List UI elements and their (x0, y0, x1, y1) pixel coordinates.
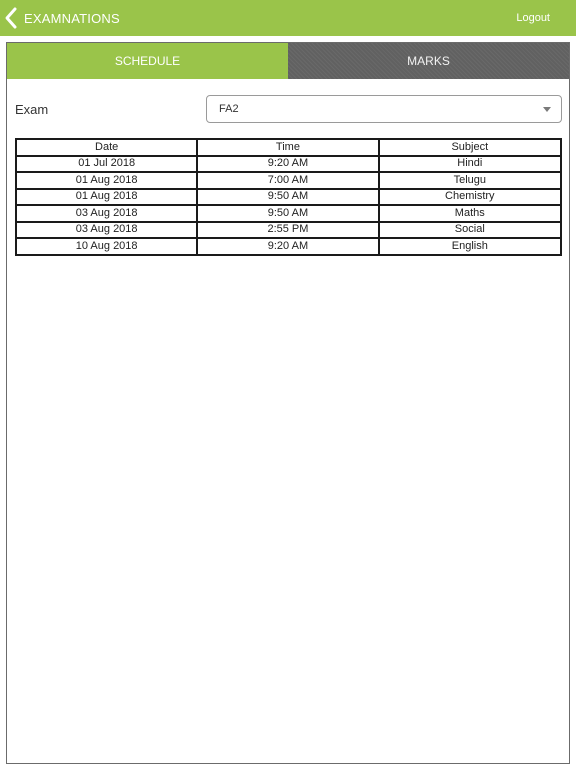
cell-date: 01 Aug 2018 (16, 172, 197, 189)
schedule-table (15, 138, 562, 256)
cell-subject: Hindi (379, 156, 561, 173)
table-row (16, 205, 561, 222)
cell-time: 9:50 AM (197, 189, 378, 206)
table-row (16, 222, 561, 239)
exam-select-value: FA2 (219, 103, 239, 115)
chevron-left-icon (4, 6, 18, 30)
cell-time: 7:00 AM (197, 172, 378, 189)
table-row (16, 172, 561, 189)
top-app-bar (0, 0, 576, 36)
cell-time: 9:20 AM (197, 238, 378, 255)
tab-bar (7, 43, 569, 79)
cell-subject: Maths (379, 205, 561, 222)
cell-date: 03 Aug 2018 (16, 222, 197, 239)
page-title: EXAMNATIONS (24, 11, 120, 26)
column-header-date: Date (16, 139, 197, 156)
tab-schedule[interactable]: SCHEDULE (7, 43, 288, 79)
cell-subject: English (379, 238, 561, 255)
cell-date: 01 Jul 2018 (16, 156, 197, 173)
cell-time: 9:20 AM (197, 156, 378, 173)
back-button[interactable] (4, 6, 22, 30)
exam-select[interactable] (206, 95, 562, 123)
cell-time: 9:50 AM (197, 205, 378, 222)
table-row (16, 189, 561, 206)
dropdown-arrow-icon (543, 107, 551, 112)
cell-subject: Telugu (379, 172, 561, 189)
tab-marks[interactable]: MARKS (288, 43, 569, 79)
column-header-time: Time (197, 139, 378, 156)
cell-date: 10 Aug 2018 (16, 238, 197, 255)
table-row (16, 238, 561, 255)
exam-label: Exam (15, 102, 49, 117)
cell-subject: Chemistry (379, 189, 561, 206)
cell-subject: Social (379, 222, 561, 239)
cell-date: 01 Aug 2018 (16, 189, 197, 206)
cell-time: 2:55 PM (197, 222, 378, 239)
table-row (16, 156, 561, 173)
column-header-subject: Subject (379, 139, 561, 156)
table-header-row (16, 139, 561, 156)
logout-button[interactable]: Logout (516, 12, 550, 24)
content-panel (6, 42, 570, 764)
cell-date: 03 Aug 2018 (16, 205, 197, 222)
